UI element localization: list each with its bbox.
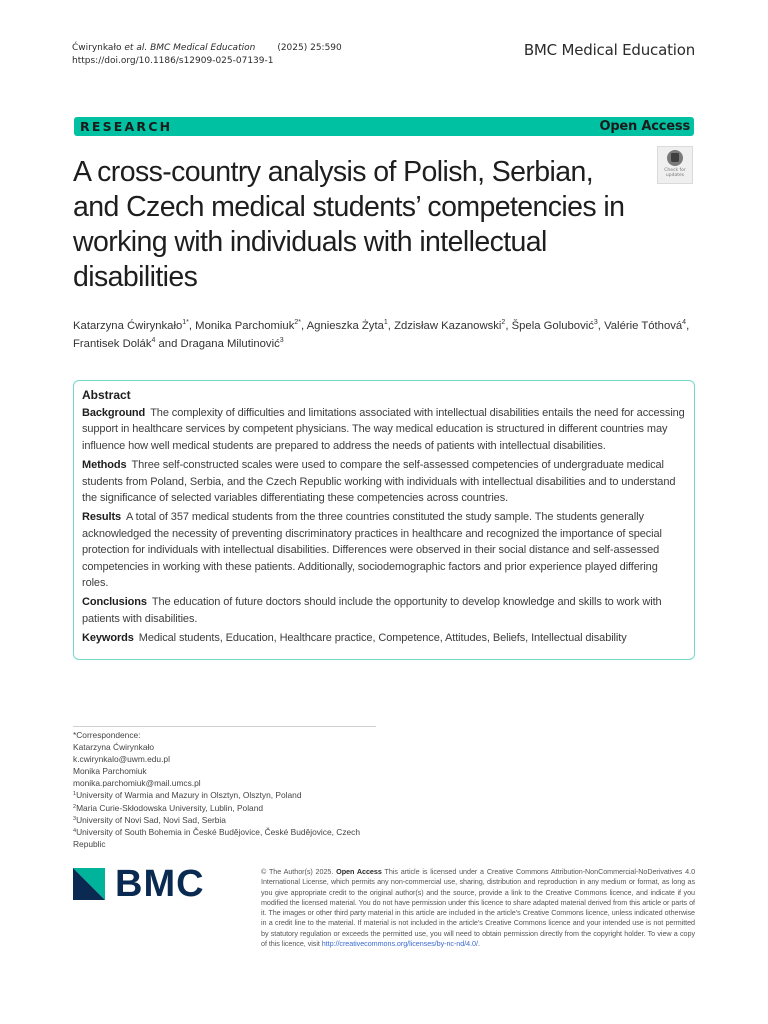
author-separator: , (597, 320, 605, 332)
author-list (73, 317, 693, 353)
author-affiliation-marker: 4 (151, 337, 156, 344)
author-separator: , (188, 320, 196, 332)
abstract-section-label: Background (82, 407, 146, 419)
copyright: © The Author(s) 2025. (261, 867, 334, 876)
abstract-section-text: The complexity of difficulties and limitations associated with intellectual disabilities entails the need for accessing support in healthcare services by competent physicians. The way medical education is structured in different countries may influence how well medical students are prepared to address the needs of patients with intellectual disabilities. (82, 407, 685, 452)
abstract-section-text: Three self-constructed scales were used to compare the self-assessed competencies of undergraduate medical students from Poland, Serbia, and the Czech Republic working with individuals with intellectual disabilities and to understand the significance of selected variables differentiating these competencies across countries. (82, 459, 676, 505)
check-updates-line2: updates (665, 173, 685, 178)
journal-italic: BMC Medical Education (150, 43, 256, 53)
author-affiliation-marker: 1 (383, 319, 388, 326)
author-affiliation-marker: 2* (294, 319, 301, 326)
author-separator: , (686, 320, 690, 332)
correspondence-heading: *Correspondence: (73, 730, 141, 740)
affiliation-text: Maria Curie-Skłodowska University, Lublin, Poland (76, 802, 264, 813)
abstract-section-results (82, 509, 686, 591)
affiliation (73, 826, 373, 850)
author-separator: , (300, 320, 307, 332)
license-body: This article is licensed under a Creative Commons Attribution-NonCommercial-NoDerivatives 4.0 International License, which permits any non-commercial use, sharing, distribution and reproduction in any medium or format, as long as you give appropriate credit to the original author(s) and the source, provide a link to the Creative Commons licence, and indicate if you modified the licensed material. You do not have permission under this licence to share adapted material derived from this article or parts of it. The images or other third party material in this article are included in the article’s Creative Commons licence, unless indicated otherwise in a credit line to the material. If material is not included in the article’s Creative Commons licence and your intended use is not permitted by statutory regulation or exceeds the permitted use, you will need to obtain permission directly from the copyright holder. To view a copy of this licence, visit (261, 867, 696, 949)
affiliation-text: University of South Bohemia in České Budějovice, České Budějovice, Czech Republic (73, 826, 361, 849)
affiliation (73, 814, 373, 826)
affiliation-text: University of Novi Sad, Novi Sad, Serbia (76, 814, 226, 825)
abstract-section-methods (82, 457, 686, 506)
citation-line (72, 42, 342, 55)
author-name[interactable]: Katarzyna Ćwirynkało (73, 320, 183, 332)
correspondent-email[interactable]: monika.parchomiuk@mail.umcs.pl (73, 778, 201, 789)
abstract-section-text: The education of future doctors should include the opportunity to develop knowledge and skills to work with patients with disabilities. (82, 596, 662, 625)
abstract-section-label: Keywords (82, 632, 134, 645)
author-affiliation-marker: 3 (279, 337, 284, 344)
footnote-divider (73, 726, 376, 727)
author-separator: , (387, 320, 395, 332)
bmc-logo (73, 863, 205, 905)
journal-name: BMC Medical Education (523, 41, 695, 59)
author-name[interactable]: Monika Parchomiuk (195, 320, 295, 332)
article-type-banner (74, 117, 694, 136)
article-title: A cross-country analysis of Polish, Serbian, and Czech medical students’ competencies in working with individuals with intellectual disabilities (73, 156, 625, 293)
author-short: Ćwirynkało (72, 43, 122, 53)
author-affiliation-marker: 4 (682, 319, 687, 326)
affiliation (73, 789, 373, 801)
correspondent-email[interactable]: k.cwirynkalo@uwm.edu.pl (73, 754, 170, 765)
doi-link[interactable]: https://doi.org/10.1186/s12909-025-07139-1 (72, 56, 274, 66)
author-name[interactable]: Dragana Milutinović (180, 338, 280, 350)
check-for-updates-icon (667, 150, 683, 166)
correspondent-name: Katarzyna Ćwirynkało (73, 742, 154, 753)
author-affiliation-marker: 1* (182, 319, 189, 326)
affiliation-number: 2 (73, 803, 77, 810)
author-separator: , (505, 320, 512, 332)
author-name[interactable]: Frantisek Dolák (73, 338, 152, 350)
affiliation-text: University of Warmia and Mazury in Olsztyn, Olsztyn, Poland (76, 790, 302, 801)
abstract-section-background (82, 405, 686, 454)
running-header (72, 42, 342, 68)
license-suffix: . (477, 939, 480, 949)
abstract-heading: Abstract (82, 388, 131, 402)
article-type: RESEARCH (80, 119, 173, 134)
check-updates-line1: Check for (664, 168, 686, 173)
author-affiliation-marker: 2 (501, 319, 506, 326)
open-access-label: Open Access (599, 119, 690, 134)
correspondence-block (73, 729, 373, 850)
abstract-section-label: Methods (82, 459, 127, 472)
abstract-section-text: A total of 357 medical students from the three countries constituted the study sample. The students generally acknowledged the necessity of preventing discriminatory practices in healthcare and recognized the importance of special protection for individuals with intellectual disabilities. Differences were observed in their social distance and self-assessed competencies in working with these patients. Additionally, sociodemographic factors and prior experience played differing roles. (82, 511, 662, 590)
volume-info: (2025) 25:590 (277, 43, 342, 53)
author-name[interactable]: Valérie Tóthová (604, 320, 683, 332)
correspondent-name: Monika Parchomiuk (73, 766, 147, 777)
author-name[interactable]: Agnieszka Żyta (306, 320, 384, 332)
author-separator: and (155, 338, 181, 350)
license-link[interactable]: http://creativecommons.org/licenses/by-nc-nd/4.0/ (321, 939, 478, 949)
bmc-logo-mark-icon (73, 868, 105, 900)
author-affiliation-marker: 3 (593, 319, 598, 326)
abstract-section-conclusions (82, 594, 686, 627)
affiliation-number: 1 (73, 791, 77, 798)
abstract-section-text: Medical students, Education, Healthcare practice, Competence, Attitudes, Beliefs, Intellectual disability (138, 632, 627, 645)
abstract-section-label: Results (82, 511, 122, 524)
et-al: et al. (124, 43, 148, 53)
affiliation-number: 3 (73, 815, 77, 822)
abstract-section-keywords (82, 630, 686, 646)
author-name[interactable]: Špela Golubović (511, 320, 594, 332)
check-for-updates-button[interactable] (657, 146, 693, 184)
affiliation-number: 4 (73, 827, 77, 834)
abstract-section-label: Conclusions (82, 596, 147, 609)
abstract-box (73, 380, 695, 660)
license-statement (261, 867, 695, 949)
bmc-logo-text: BMC (115, 863, 205, 905)
affiliation (73, 802, 373, 814)
author-name[interactable]: Zdzisław Kazanowski (394, 320, 502, 332)
license-open-access: Open Access (336, 867, 382, 876)
